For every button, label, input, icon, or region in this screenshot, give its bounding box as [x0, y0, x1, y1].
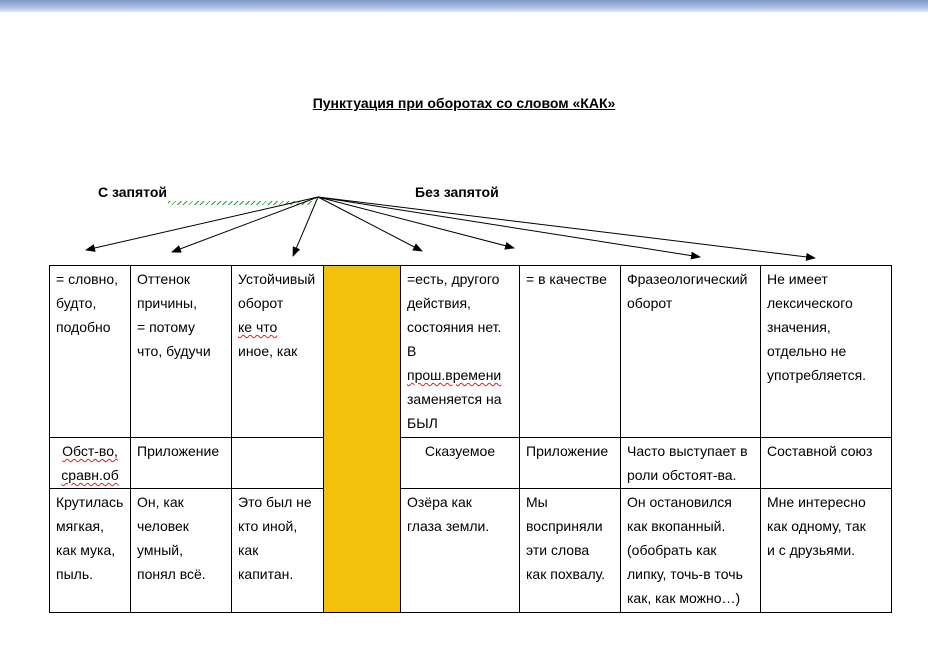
table-row-role — [50, 438, 892, 489]
cell-line: ке что — [238, 319, 278, 335]
cell-line: и с друзьями. — [767, 542, 856, 558]
cell-line: роли обстоят-ва. — [627, 467, 737, 483]
cell-line: = потому — [137, 319, 195, 335]
cell-line: состояния нет. — [407, 319, 502, 335]
cell-line: как вкопанный. — [627, 518, 726, 534]
cell-line: Приложение — [137, 443, 220, 459]
cell-line: кто иной, — [238, 518, 298, 534]
cell-example-8 — [761, 489, 892, 613]
cell-line: Крутилась — [56, 494, 124, 510]
cell-line: = в качестве — [526, 271, 607, 287]
cell-example-5 — [401, 489, 520, 613]
arrow-7 — [318, 197, 815, 258]
cell-line: как одному, так — [767, 518, 866, 534]
cell-line: Он остановился — [627, 494, 732, 510]
cell-line: прош.времени — [407, 367, 502, 383]
cell-line: употребляется. — [767, 367, 867, 383]
cell-role-1 — [50, 438, 131, 489]
cell-line: что, будучи — [137, 343, 211, 359]
cell-line: Сказуемое — [424, 443, 496, 459]
cell-line: как — [238, 542, 259, 558]
cell-line: человек — [137, 518, 189, 534]
cell-line: липку, точь-в точь — [627, 566, 743, 582]
cell-line: Мне интересно — [767, 494, 866, 510]
cell-line: В — [407, 343, 417, 359]
cell-line: значения, — [767, 319, 831, 335]
cell-line: Фразеологический — [627, 271, 748, 287]
cell-meaning-7 — [621, 266, 761, 438]
cell-line: отдельно не — [767, 343, 847, 359]
cell-line: эти слова — [526, 542, 590, 558]
cell-line: Мы — [526, 494, 548, 510]
cell-line: Составной союз — [767, 443, 873, 459]
arrow-3 — [293, 197, 318, 256]
label-without-comma: Без запятой — [415, 184, 499, 200]
cell-line: оборот — [627, 295, 673, 311]
cell-line: БЫЛ — [407, 415, 438, 431]
cell-line: = словно, — [56, 271, 119, 287]
cell-line: мягкая, — [56, 518, 105, 534]
arrow-2 — [172, 197, 318, 252]
cell-line: действия, — [407, 295, 471, 311]
cell-role-8 — [761, 438, 892, 489]
cell-line: Это был не — [238, 494, 312, 510]
cell-example-2 — [131, 489, 232, 613]
cell-line: как мука, — [56, 542, 116, 558]
cell-line: глаза земли. — [407, 518, 490, 534]
page-title: Пунктуация при оборотах со словом «КАК» — [312, 95, 616, 111]
cell-line: сравн.об — [61, 467, 119, 483]
label-with-comma: С запятой — [98, 184, 168, 200]
cell-meaning-8 — [761, 266, 892, 438]
cell-line: понял всё. — [137, 566, 206, 582]
cell-example-7 — [621, 489, 761, 613]
cell-line: Он, как — [137, 494, 184, 510]
cell-line: (обобрать как — [627, 542, 717, 558]
cell-role-5 — [401, 438, 520, 489]
cell-line: как похвалу. — [526, 566, 606, 582]
cell-meaning-1 — [50, 266, 131, 438]
cell-meaning-5 — [401, 266, 520, 438]
table-row-example — [50, 489, 892, 613]
cell-line: Не имеет — [767, 271, 828, 287]
cell-line: Устойчивый — [238, 271, 316, 287]
cell-line: лексического — [767, 295, 853, 311]
table-row-meaning — [50, 266, 892, 438]
cell-line: причины, — [137, 295, 197, 311]
cell-line: восприняли — [526, 518, 603, 534]
cell-role-3 — [232, 438, 324, 489]
cell-line: капитан. — [238, 566, 294, 582]
cell-line: заменяется на — [407, 391, 502, 407]
arrow-1 — [86, 197, 318, 250]
cell-role-2 — [131, 438, 232, 489]
cell-line: иное, как — [238, 343, 298, 359]
cell-line: как, как можно…) — [627, 590, 741, 606]
cell-line: подобно — [56, 319, 111, 335]
cell-line: будто, — [56, 295, 97, 311]
cell-line: оборот — [238, 295, 284, 311]
cell-line: Озёра как — [407, 494, 472, 510]
cell-line: Обст-во, — [62, 443, 118, 459]
cell-meaning-3 — [232, 266, 324, 438]
punctuation-table — [49, 265, 892, 613]
cell-line: Приложение — [526, 443, 609, 459]
arrow-5 — [318, 197, 514, 248]
cell-line: умный, — [137, 542, 183, 558]
cell-example-1 — [50, 489, 131, 613]
cell-role-6 — [520, 438, 621, 489]
cell-line: =есть, другого — [407, 271, 500, 287]
cell-example-3 — [232, 489, 324, 613]
cell-line: Часто выступает в — [627, 443, 748, 459]
cell-meaning-2 — [131, 266, 232, 438]
cell-line: пыль. — [56, 566, 93, 582]
cell-role-7 — [621, 438, 761, 489]
highlight-column — [324, 266, 401, 613]
cell-example-6 — [520, 489, 621, 613]
cell-line: Оттенок — [137, 271, 190, 287]
cell-meaning-6 — [520, 266, 621, 438]
